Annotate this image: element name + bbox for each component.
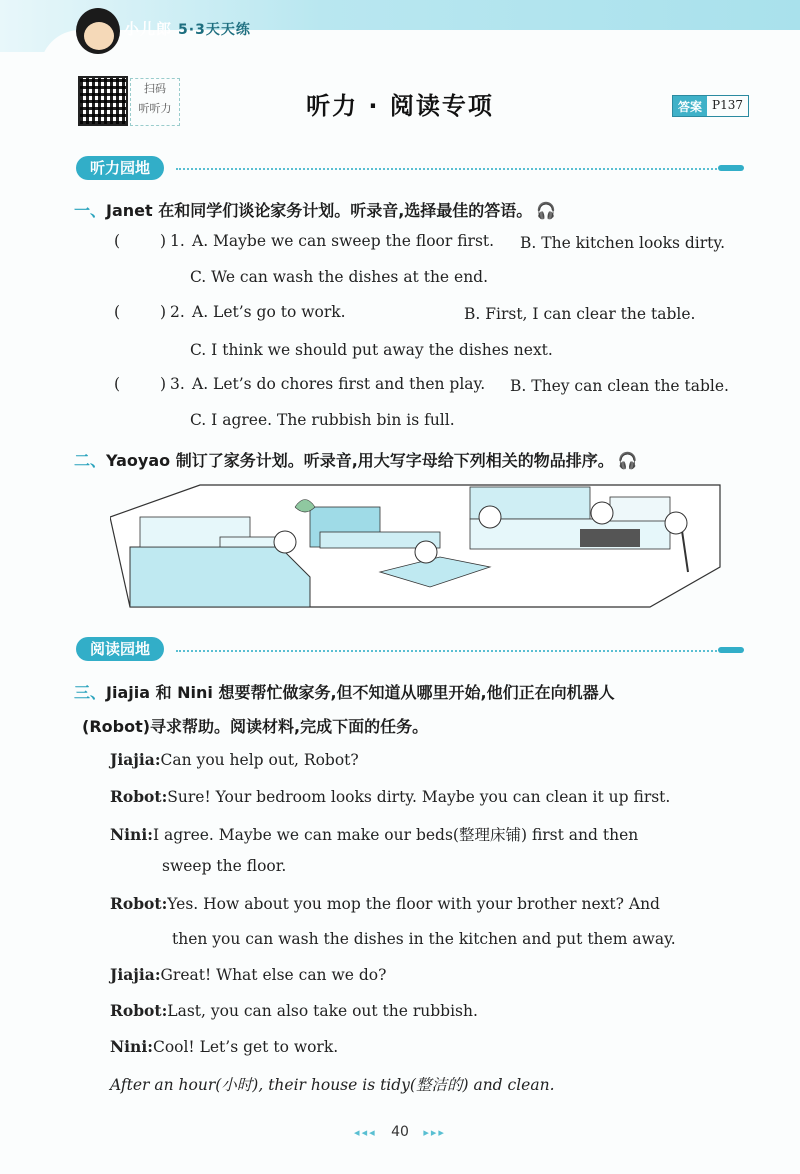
- label-circle-3: [479, 506, 501, 528]
- label-circle-4: [591, 502, 613, 524]
- section-divider: [176, 650, 736, 652]
- pen-icon: [718, 647, 744, 653]
- speaker: Robot: [110, 787, 162, 806]
- scan-label-line-1: 扫码: [144, 82, 166, 95]
- house-illustration: [110, 477, 730, 617]
- speaker: Jiajia: [110, 750, 155, 769]
- option-b: B. The kitchen looks dirty.: [520, 234, 726, 252]
- question-1-prompt: [74, 198, 556, 221]
- stove: [580, 529, 640, 547]
- dialogue-line: Jiajia:Can you help out, Robot?: [110, 750, 359, 769]
- brand-name: 小儿郎: [124, 20, 173, 38]
- question-2-prompt: [74, 448, 638, 471]
- answer-page: P137: [712, 98, 743, 112]
- question-3-number: 三、: [74, 683, 107, 702]
- page-number: 40: [391, 1124, 409, 1140]
- option-b: B. First, I can clear the table.: [464, 305, 696, 323]
- dialogue-line: Robot:Yes. How about you mop the floor with your brother next? And: [110, 894, 660, 913]
- option-c: C. I agree. The rubbish bin is full.: [190, 411, 455, 429]
- item-number: 2.: [170, 303, 185, 321]
- dialogue-continuation: sweep the floor.: [162, 857, 287, 875]
- question-1-text: Janet 在和同学们谈论家务计划。听录音,选择最佳的答语。: [106, 201, 533, 220]
- dialogue-line: Nini:Cool! Let’s get to work.: [110, 1037, 339, 1056]
- coffee-table: [220, 537, 280, 547]
- answer-paren-close: ): [160, 232, 167, 250]
- answer-badge: [672, 95, 749, 117]
- option-a: A. Let’s do chores first and then play.: [192, 375, 486, 393]
- answer-label: 答案: [673, 96, 707, 116]
- speech: I agree. Maybe we can make our beds(整理床铺) first and then: [152, 826, 639, 844]
- headphone-icon[interactable]: 🎧: [617, 451, 638, 470]
- dialogue-line: Jiajia:Great! What else can we do?: [110, 965, 387, 984]
- speech: Can you help out, Robot?: [160, 751, 359, 769]
- speaker: Jiajia: [110, 965, 155, 984]
- speech: Last, you can also take out the rubbish.: [167, 1002, 478, 1020]
- speech: Sure! Your bedroom looks dirty. Maybe you can clean it up first.: [167, 788, 671, 806]
- brand-logo: [124, 18, 251, 39]
- mascot-face: [84, 22, 114, 50]
- speaker: Nini: [110, 1037, 148, 1056]
- answer-paren-close: ): [160, 303, 167, 321]
- answer-paren-open[interactable]: (: [114, 375, 121, 393]
- pen-icon: [718, 165, 744, 171]
- speaker: Nini: [110, 825, 148, 844]
- headphone-icon[interactable]: 🎧: [536, 201, 557, 220]
- dialogue-line: Robot:Last, you can also take out the rubbish.: [110, 1001, 478, 1020]
- section-divider: [176, 168, 736, 170]
- prev-arrows-icon: ◂◂◂: [354, 1126, 377, 1139]
- question-1-number: 一、: [74, 201, 107, 220]
- scan-label-line-2: 听听力: [138, 102, 172, 115]
- speech: Great! What else can we do?: [160, 966, 387, 984]
- question-2-number: 二、: [74, 451, 107, 470]
- section-title-reading: 阅读园地: [76, 637, 164, 661]
- label-circle-5: [665, 512, 687, 534]
- dialogue-continuation: then you can wash the dishes in the kitchen and put them away.: [172, 930, 676, 948]
- page-title: 听力 · 阅读专项: [306, 92, 494, 120]
- speaker: Robot: [110, 1001, 162, 1020]
- dialogue-line: Robot:Sure! Your bedroom looks dirty. Maybe you can clean it up first.: [110, 787, 671, 806]
- option-b: B. They can clean the table.: [510, 377, 729, 395]
- label-circle-2: [415, 541, 437, 563]
- label-circle-1: [274, 531, 296, 553]
- speech: Yes. How about you mop the floor with your brother next? And: [167, 895, 660, 913]
- option-a: A. Let’s go to work.: [192, 303, 346, 321]
- section-title-listening: 听力园地: [76, 156, 164, 180]
- speaker: Robot: [110, 894, 162, 913]
- page-footer: [0, 1124, 800, 1140]
- dialogue-line: Nini:I agree. Maybe we can make our beds(整理床铺) first and then: [110, 825, 639, 844]
- closing-sentence: After an hour(小时), their house is tidy(整洁的) and clean.: [110, 1076, 555, 1094]
- answer-paren-open[interactable]: (: [114, 232, 121, 250]
- brand-sub: 5·3天天练: [178, 22, 251, 38]
- question-3-text-1: Jiajia 和 Nini 想要帮忙做家务,但不知道从哪里开始,他们正在向机器人: [106, 683, 615, 702]
- question-3-text-2: (Robot)寻求帮助。阅读材料,完成下面的任务。: [82, 717, 429, 736]
- speech: Cool! Let’s get to work.: [152, 1038, 339, 1056]
- item-number: 3.: [170, 375, 185, 393]
- sofa-area: [130, 547, 310, 607]
- option-c: C. I think we should put away the dishes next.: [190, 341, 553, 359]
- kitchen-window: [610, 497, 670, 521]
- option-c: C. We can wash the dishes at the end.: [190, 268, 489, 286]
- answer-paren-close: ): [160, 375, 167, 393]
- answer-paren-open[interactable]: (: [114, 303, 121, 321]
- question-3-prompt: [74, 680, 615, 703]
- question-2-text: Yaoyao 制订了家务计划。听录音,用大写字母给下列相关的物品排序。: [106, 451, 614, 470]
- item-number: 1.: [170, 232, 185, 250]
- next-arrows-icon: ▸▸▸: [423, 1126, 446, 1139]
- option-a: A. Maybe we can sweep the floor first.: [192, 232, 495, 250]
